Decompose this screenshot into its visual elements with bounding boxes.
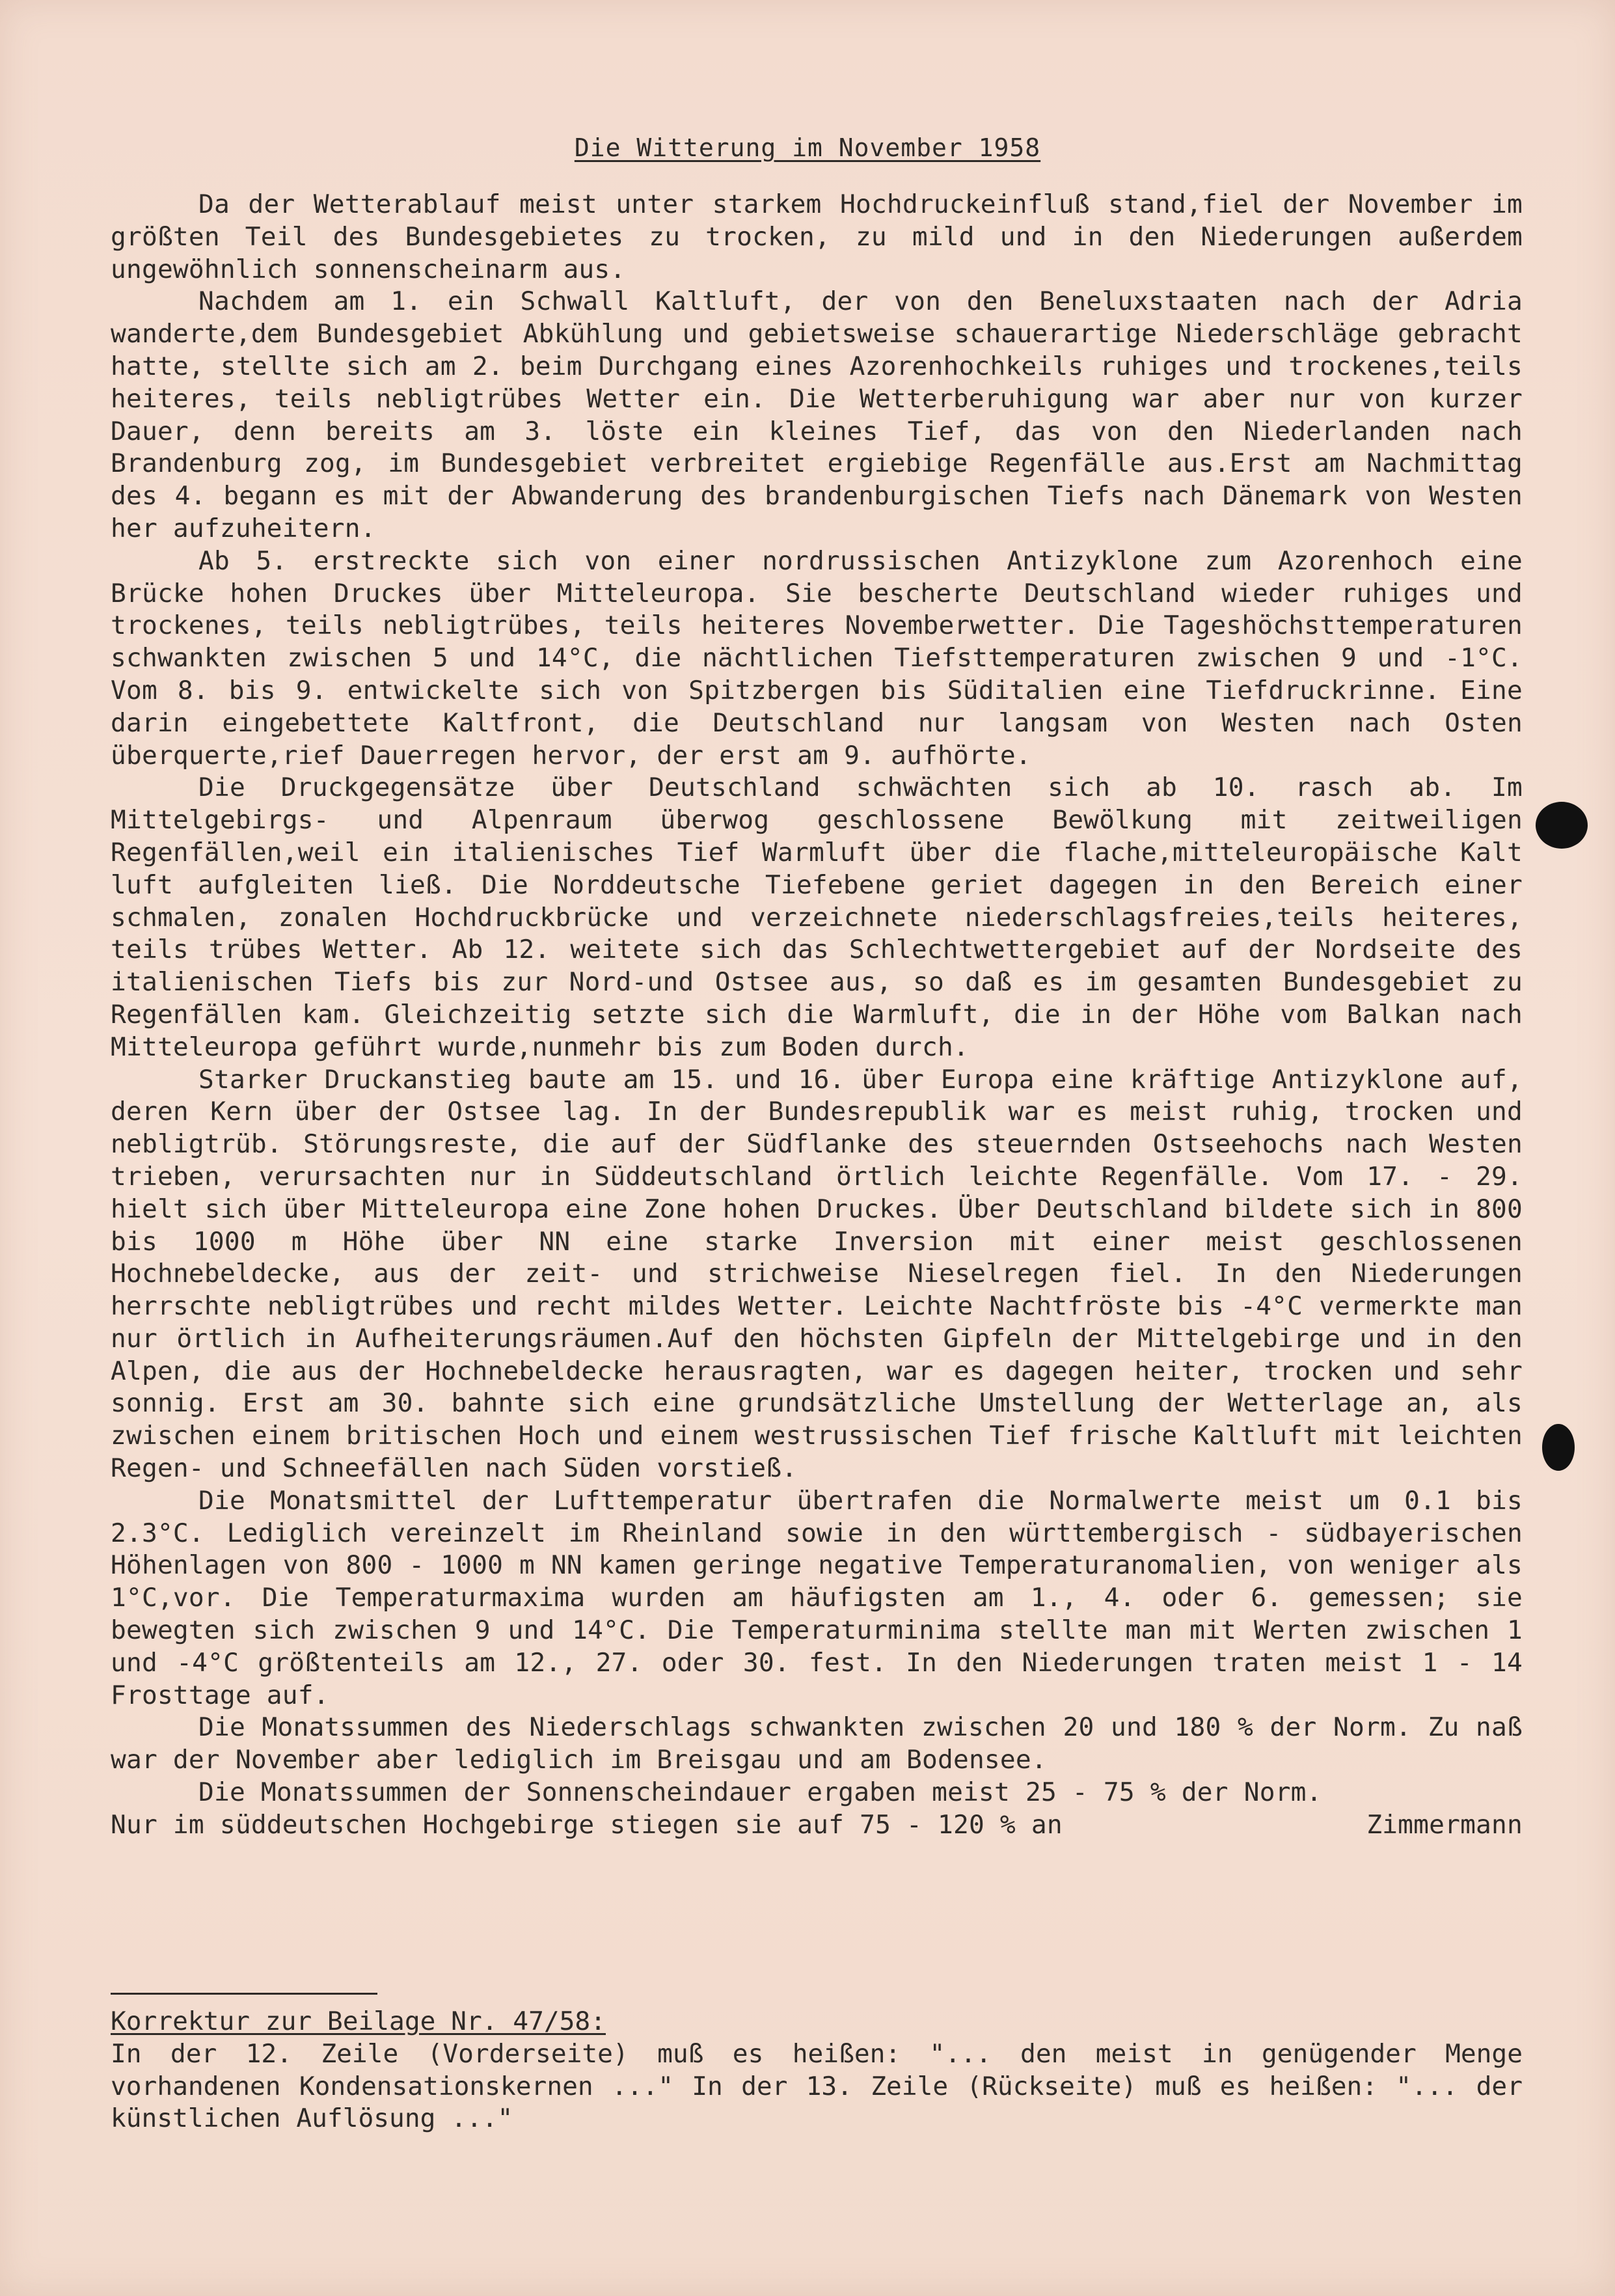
closing-line <box>111 1809 1523 1842</box>
punch-hole <box>1542 1424 1575 1471</box>
punch-hole <box>1536 802 1588 849</box>
paragraph: Ab 5. erstreckte sich von einer nordrussischen Antizyklone zum Azorenhoch eine Brücke hohen Druckes über Mitteleuropa. Sie bescherte Deutschland wieder ruhiges und trockenes, teils nebligtrübes, teils heiteres Novemberwetter. Die Tageshöchsttemperaturen schwankten zwischen 5 und 14°C, die nächtlichen Tiefsttemperaturen zwischen 9 und -1°C. Vom 8. bis 9. entwickelte sich von Spitzbergen bis Süditalien eine Tiefdruckrinne. Eine darin eingebettete Kaltfront, die Deutschland nur langsam von Westen nach Osten überquerte,rief Dauerregen hervor, der erst am 9. aufhörte. <box>111 545 1523 771</box>
closing-sentence: Nur im süddeutschen Hochgebirge stiegen sie auf 75 - 120 % an <box>111 1809 1063 1840</box>
paragraph: Die Monatssummen des Niederschlags schwankten zwischen 20 und 180 % der Norm. Zu naß war der November aber lediglich im Breisgau und am Bodensee. <box>111 1712 1523 1775</box>
correction-heading: Korrektur zur Beilage Nr. 47/58: <box>111 2006 606 2036</box>
page-title: Die Witterung im November 1958 <box>574 133 1041 162</box>
paragraph: Die Druckgegensätze über Deutschland schwächten sich ab 10. rasch ab. Im Mittelgebirgs- und Alpenraum überwog geschlossene Bewölkung mit zeitweiligen Regenfällen,weil ein italienisches Tief Warmluft über die flache,mitteleuropäische Kalt luft aufgleiten ließ. Die Norddeutsche Tiefebene geriet dagegen in den Bereich einer schmalen, zonalen Hochdruckbrücke und verzeichnete niederschlagsfreies,teils heiteres, teils trübes Wetter. Ab 12. weitete sich das Schlechtwettergebiet auf der Nordseite des italienischen Tiefs bis zur Nord-und Ostsee aus, so daß es im gesamten Bundesgebiet zu Regenfällen kam. Gleichzeitig setzte sich die Warmluft, die in der Höhe vom Balkan nach Mitteleuropa geführt wurde,nunmehr bis zum Boden durch. <box>111 772 1523 1062</box>
paragraph: Die Monatssummen der Sonnenscheindauer ergaben meist 25 - 75 % der Norm. <box>198 1777 1322 1808</box>
paragraph: Starker Druckanstieg baute am 15. und 16. über Europa eine kräftige Antizyklone auf, deren Kern über der Ostsee lag. In der Bundesrepublik war es meist ruhig, trocken und nebligtrüb. Störungsreste, die auf der Südflanke des steuernden Ostseehochs nach Westen trieben, verursachten nur in Süddeutschland örtlich leichte Regenfälle. Vom 17. - 29. hielt sich über Mitteleuropa eine Zone hohen Druckes. Über Deutschland bildete sich in 800 bis 1000 m Höhe über NN eine starke Inversion mit einer meist geschlossenen Hochnebeldecke, aus der zeit- und strichweise Nieselregen fiel. In den Niederungen herrschte nebligtrübes und recht mildes Wetter. Leichte Nachtfröste bis -4°C vermerkte man nur örtlich in Aufheiterungsräumen.Auf den höchsten Gipfeln der Mittelgebirge und in den Alpen, die aus der Hochnebeldecke herausragten, war es dagegen heiter, trocken und sehr sonnig. Erst am 30. bahnte sich eine grundsätzliche Umstellung der Wetterlage an, als zwischen einem britischen Hoch und einem westrussischen Tief frische Kaltluft mit leichten Regen- und Schneefällen nach Süden vorstieß. <box>111 1064 1523 1484</box>
paragraph: Da der Wetterablauf meist unter starkem Hochdruckeinfluß stand,fiel der November im größten Teil des Bundesgebietes zu trocken, zu mild und in den Niederungen außerdem ungewöhnlich sonnenscheinarm aus. <box>111 189 1523 284</box>
paragraph: Die Monatsmittel der Lufttemperatur übertrafen die Normalwerte meist um 0.1 bis 2.3°C. Lediglich vereinzelt im Rheinland sowie in den württembergisch - südbayerischen Höhenlagen von 800 - 1000 m NN kamen geringe negative Temperaturanomalien, von weniger als 1°C,vor. Die Temperaturmaxima wurden am häufigsten am 1., 4. oder 6. gemessen; sie bewegten sich zwischen 9 und 14°C. Die Temperaturminima stellte man mit Werten zwischen 1 und -4°C größtenteils am 12., 27. oder 30. fest. In den Niederungen traten meist 1 - 14 Frosttage auf. <box>111 1485 1523 1710</box>
paragraph: Nachdem am 1. ein Schwall Kaltluft, der von den Beneluxstaaten nach der Adria wanderte,dem Bundesgebiet Abkühlung und gebietsweise schauerartige Niederschläge gebracht hatte, stellte sich am 2. beim Durchgang eines Azorenhochkeils ruhiges und trockenes,teils heiteres, teils nebligtrübes Wetter ein. Die Wetterberuhigung war aber nur von kurzer Dauer, denn bereits am 3. löste ein kleines Tief, das von den Niederlanden nach Brandenburg zog, im Bundesgebiet verbreitet ergiebige Regenfälle aus.Erst am Nachmittag des 4. begann es mit der Abwanderung des brandenburgischen Tiefs nach Dänemark von Westen her aufzuheitern. <box>111 286 1523 543</box>
separator-line <box>111 1993 377 1995</box>
author-signature: Zimmermann <box>1366 1809 1523 1840</box>
report-body <box>111 189 1523 1842</box>
correction-text: In der 12. Zeile (Vorderseite) muß es heißen: "... den meist in genügender Menge vorhandenen Kondensationskernen ..." In der 13. Zeile (Rückseite) muß es heißen: "... der künstlichen Auflösung ..." <box>111 2038 1523 2134</box>
correction-note <box>111 2006 1523 2135</box>
